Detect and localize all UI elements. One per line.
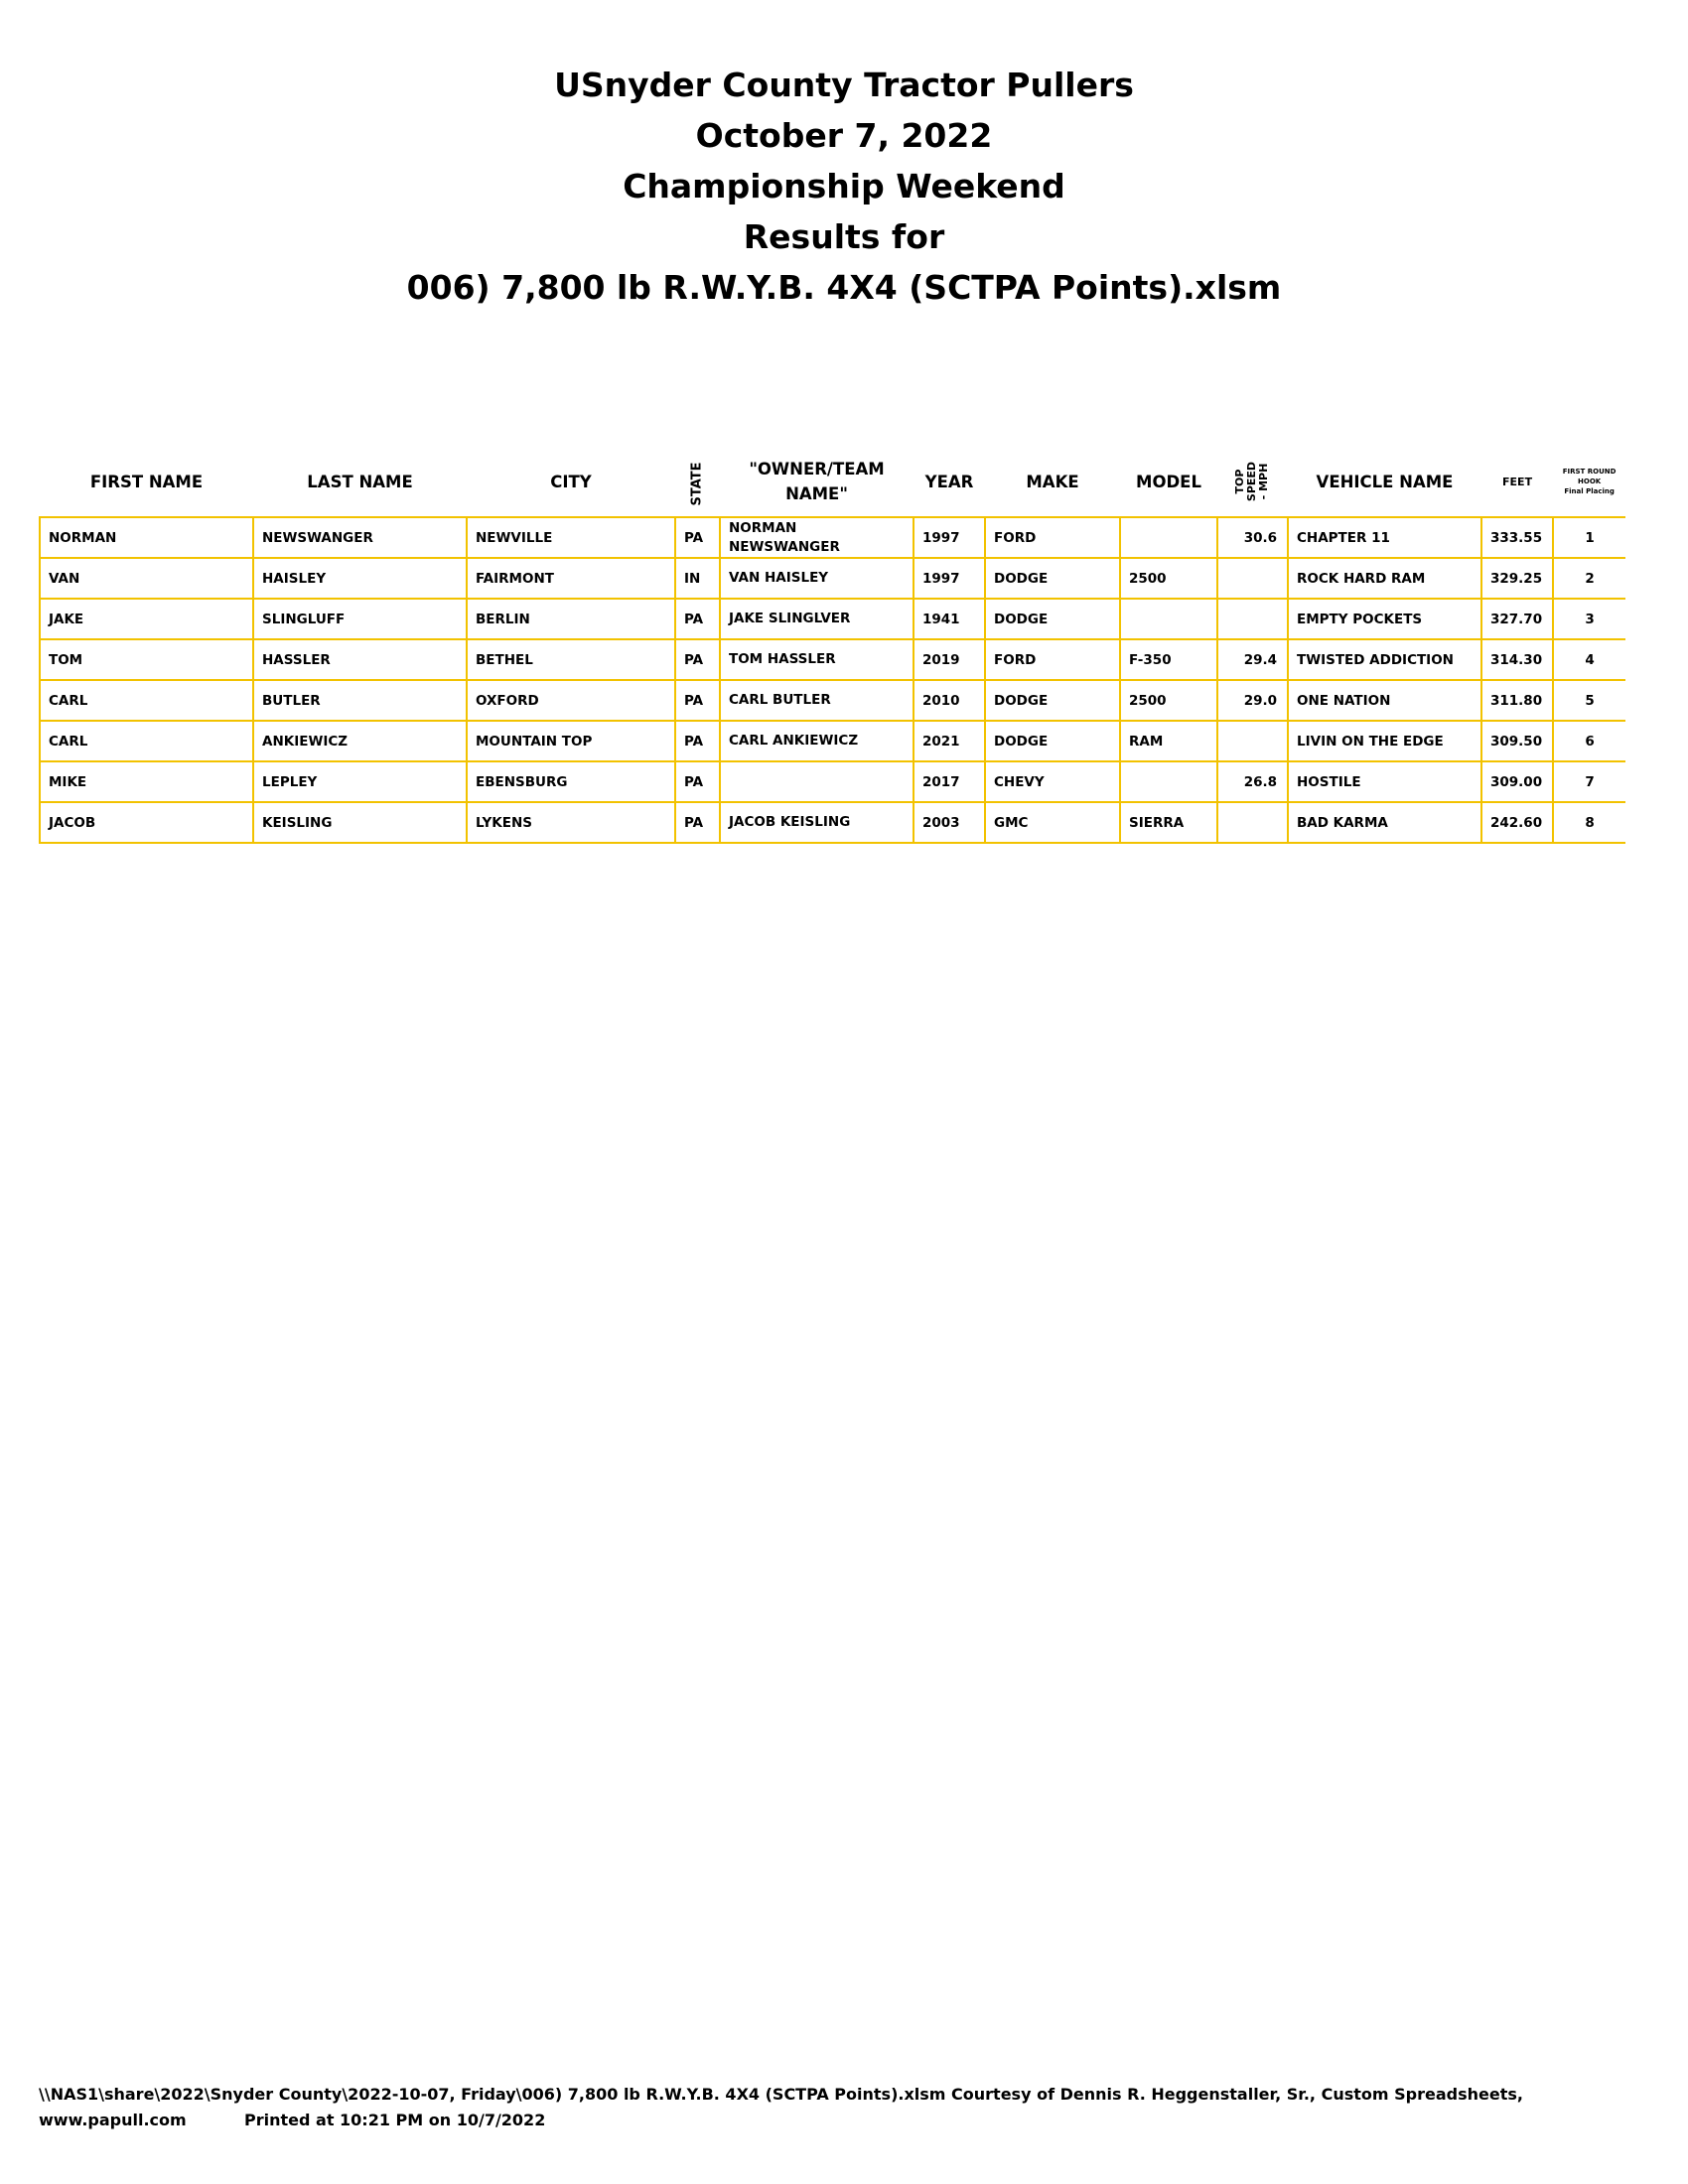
col-header-state: STATE xyxy=(675,447,720,517)
owner-cell: JAKE SLINGLVER xyxy=(720,599,914,639)
feet-cell: 327.70 xyxy=(1481,599,1553,639)
make-cell: DODGE xyxy=(985,680,1120,721)
city-cell: FAIRMONT xyxy=(467,558,675,599)
last-name-cell: ANKIEWICZ xyxy=(253,721,467,761)
placing-cell: 1 xyxy=(1553,517,1625,558)
year-cell: 2003 xyxy=(914,802,985,843)
first-name-cell: TOM xyxy=(40,639,253,680)
feet-cell: 333.55 xyxy=(1481,517,1553,558)
owner-cell: VAN HAISLEY xyxy=(720,558,914,599)
owner-cell: CARL BUTLER xyxy=(720,680,914,721)
state-cell: PA xyxy=(675,761,720,802)
owner-cell: TOM HASSLER xyxy=(720,639,914,680)
make-cell: GMC xyxy=(985,802,1120,843)
header-row xyxy=(40,447,1625,517)
report-header xyxy=(0,60,1688,313)
top-speed-cell: 29.4 xyxy=(1217,639,1288,680)
table-row xyxy=(40,802,1625,843)
top-speed-cell: 26.8 xyxy=(1217,761,1288,802)
feet-cell: 314.30 xyxy=(1481,639,1553,680)
placing-cell: 4 xyxy=(1553,639,1625,680)
year-cell: 2017 xyxy=(914,761,985,802)
placing-cell: 7 xyxy=(1553,761,1625,802)
vehicle-name-cell: EMPTY POCKETS xyxy=(1288,599,1481,639)
top-speed-cell: 29.0 xyxy=(1217,680,1288,721)
vehicle-name-cell: HOSTILE xyxy=(1288,761,1481,802)
make-cell: DODGE xyxy=(985,721,1120,761)
vehicle-name-cell: TWISTED ADDICTION xyxy=(1288,639,1481,680)
results-label: Results for xyxy=(743,217,945,256)
table-row xyxy=(40,517,1625,558)
state-cell: PA xyxy=(675,599,720,639)
feet-cell: 309.50 xyxy=(1481,721,1553,761)
table-row xyxy=(40,599,1625,639)
first-name-cell: VAN xyxy=(40,558,253,599)
class-file-name: 006) 7,800 lb R.W.Y.B. 4X4 (SCTPA Points).xlsm xyxy=(406,268,1282,307)
make-cell: DODGE xyxy=(985,599,1120,639)
col-header-city: CITY xyxy=(467,447,675,517)
results-table xyxy=(39,447,1625,844)
last-name-cell: HASSLER xyxy=(253,639,467,680)
first-name-cell: CARL xyxy=(40,721,253,761)
year-cell: 2010 xyxy=(914,680,985,721)
top-speed-cell xyxy=(1217,802,1288,843)
placing-cell: 6 xyxy=(1553,721,1625,761)
year-cell: 2019 xyxy=(914,639,985,680)
model-cell xyxy=(1120,599,1217,639)
city-cell: OXFORD xyxy=(467,680,675,721)
event-date: October 7, 2022 xyxy=(695,116,993,155)
col-header-model: MODEL xyxy=(1120,447,1217,517)
city-cell: NEWVILLE xyxy=(467,517,675,558)
col-header-year: YEAR xyxy=(914,447,985,517)
placing-cell: 8 xyxy=(1553,802,1625,843)
vehicle-name-cell: ROCK HARD RAM xyxy=(1288,558,1481,599)
first-name-cell: MIKE xyxy=(40,761,253,802)
owner-cell xyxy=(720,761,914,802)
year-cell: 2021 xyxy=(914,721,985,761)
footer-second-line xyxy=(39,2108,1667,2133)
feet-cell: 309.00 xyxy=(1481,761,1553,802)
model-cell: SIERRA xyxy=(1120,802,1217,843)
placing-cell: 5 xyxy=(1553,680,1625,721)
owner-cell: JACOB KEISLING xyxy=(720,802,914,843)
first-name-cell: JAKE xyxy=(40,599,253,639)
last-name-cell: KEISLING xyxy=(253,802,467,843)
feet-cell: 311.80 xyxy=(1481,680,1553,721)
vehicle-name-cell: LIVIN ON THE EDGE xyxy=(1288,721,1481,761)
make-cell: FORD xyxy=(985,517,1120,558)
page-footer xyxy=(39,2082,1667,2133)
last-name-cell: NEWSWANGER xyxy=(253,517,467,558)
top-speed-cell xyxy=(1217,599,1288,639)
year-cell: 1997 xyxy=(914,517,985,558)
top-speed-cell xyxy=(1217,558,1288,599)
feet-cell: 329.25 xyxy=(1481,558,1553,599)
vehicle-name-cell: ONE NATION xyxy=(1288,680,1481,721)
model-cell: RAM xyxy=(1120,721,1217,761)
city-cell: LYKENS xyxy=(467,802,675,843)
col-header-final-placing: FIRST ROUND HOOK Final Placing xyxy=(1553,447,1625,517)
model-cell xyxy=(1120,517,1217,558)
col-header-last-name: LAST NAME xyxy=(253,447,467,517)
make-cell: FORD xyxy=(985,639,1120,680)
top-speed-cell xyxy=(1217,721,1288,761)
printed-timestamp: Printed at 10:21 PM on 10/7/2022 xyxy=(244,2111,546,2129)
year-cell: 1997 xyxy=(914,558,985,599)
col-header-first-name: FIRST NAME xyxy=(40,447,253,517)
make-cell: CHEVY xyxy=(985,761,1120,802)
model-cell: 2500 xyxy=(1120,558,1217,599)
table-row xyxy=(40,680,1625,721)
state-cell: PA xyxy=(675,802,720,843)
top-speed-cell: 30.6 xyxy=(1217,517,1288,558)
first-name-cell: JACOB xyxy=(40,802,253,843)
last-name-cell: HAISLEY xyxy=(253,558,467,599)
city-cell: BERLIN xyxy=(467,599,675,639)
state-cell: PA xyxy=(675,517,720,558)
state-cell: PA xyxy=(675,721,720,761)
organization-title: USnyder County Tractor Pullers xyxy=(554,66,1134,104)
last-name-cell: BUTLER xyxy=(253,680,467,721)
first-name-cell: CARL xyxy=(40,680,253,721)
col-header-vehicle-name: VEHICLE NAME xyxy=(1288,447,1481,517)
model-cell xyxy=(1120,761,1217,802)
model-cell: F-350 xyxy=(1120,639,1217,680)
owner-cell: CARL ANKIEWICZ xyxy=(720,721,914,761)
last-name-cell: SLINGLUFF xyxy=(253,599,467,639)
first-name-cell: NORMAN xyxy=(40,517,253,558)
state-cell: PA xyxy=(675,680,720,721)
year-cell: 1941 xyxy=(914,599,985,639)
last-name-cell: LEPLEY xyxy=(253,761,467,802)
model-cell: 2500 xyxy=(1120,680,1217,721)
owner-cell: NORMAN NEWSWANGER xyxy=(720,517,914,558)
table-row xyxy=(40,558,1625,599)
col-header-owner: "OWNER/TEAM NAME" xyxy=(720,447,914,517)
feet-cell: 242.60 xyxy=(1481,802,1553,843)
make-cell: DODGE xyxy=(985,558,1120,599)
table-row xyxy=(40,761,1625,802)
placing-cell: 2 xyxy=(1553,558,1625,599)
col-header-top-speed: TOP SPEED - MPH xyxy=(1217,447,1288,517)
city-cell: EBENSBURG xyxy=(467,761,675,802)
state-cell: IN xyxy=(675,558,720,599)
vehicle-name-cell: CHAPTER 11 xyxy=(1288,517,1481,558)
city-cell: MOUNTAIN TOP xyxy=(467,721,675,761)
col-header-make: MAKE xyxy=(985,447,1120,517)
placing-cell: 3 xyxy=(1553,599,1625,639)
col-header-feet: FEET xyxy=(1481,447,1553,517)
table-row xyxy=(40,721,1625,761)
file-path-credit: \\NAS1\share\2022\Snyder County\2022-10-07, Friday\006) 7,800 lb R.W.Y.B. 4X4 (SCTPA Points).xlsm Courtesy of Dennis R. Heggenstaller, Sr., Custom Spreadsheets, xyxy=(39,2085,1523,2104)
state-cell: PA xyxy=(675,639,720,680)
table-row xyxy=(40,639,1625,680)
website-text: www.papull.com xyxy=(39,2111,187,2129)
city-cell: BETHEL xyxy=(467,639,675,680)
event-name: Championship Weekend xyxy=(623,167,1065,205)
vehicle-name-cell: BAD KARMA xyxy=(1288,802,1481,843)
